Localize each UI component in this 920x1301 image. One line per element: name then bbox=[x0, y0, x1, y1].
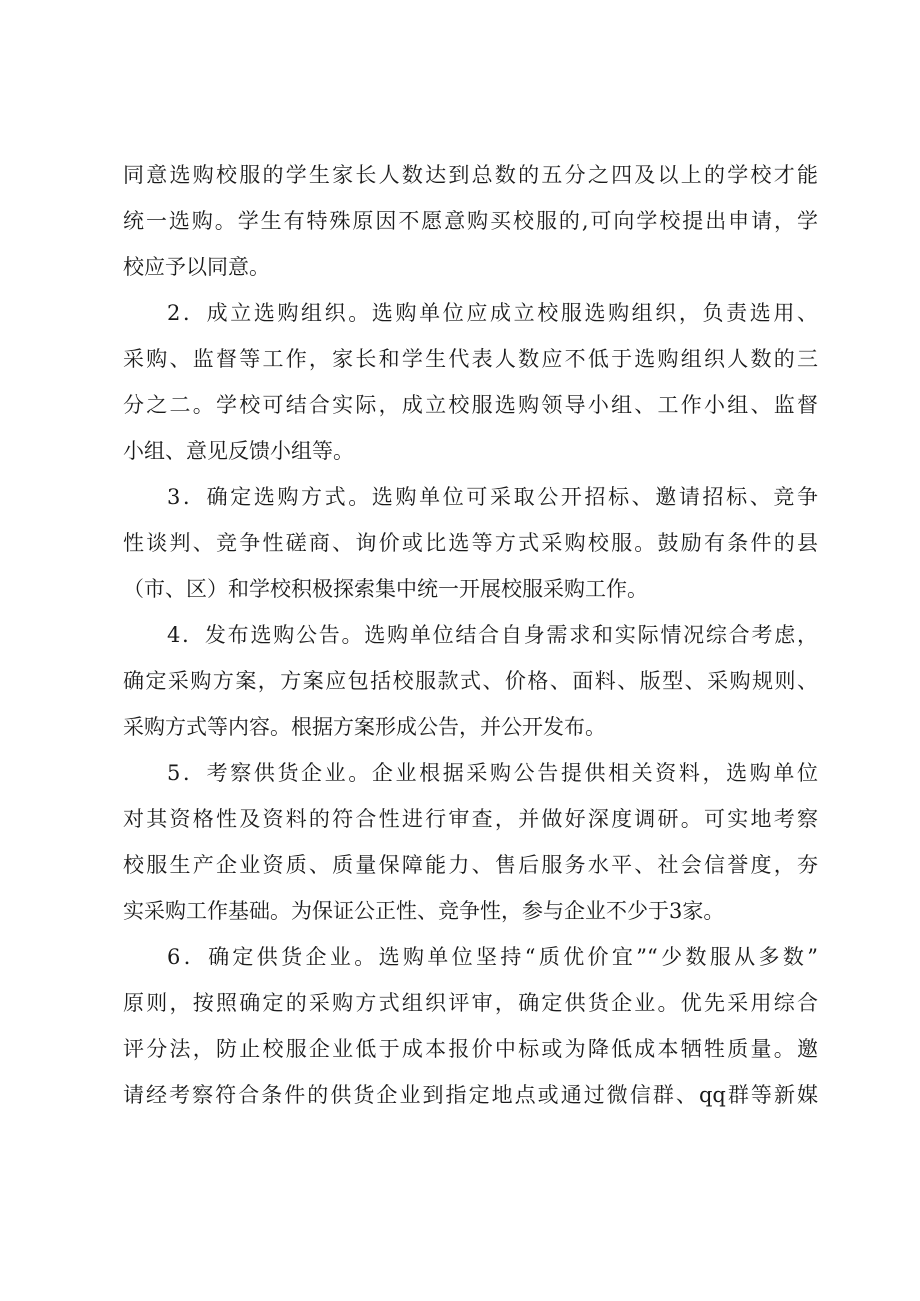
text-line: 统一选购。学生有特殊原因不愿意购买校服的,可向学校提出申请，学 bbox=[123, 209, 818, 233]
text-line: 对其资格性及资料的符合性进行审查，并做好深度调研。可实地考察 bbox=[123, 807, 818, 831]
document-body bbox=[123, 152, 818, 1118]
text-line: 校应予以同意。 bbox=[123, 255, 270, 279]
text-line: 3．确定选购方式。选购单位可采取公开招标、邀请招标、竞争 bbox=[167, 485, 818, 509]
text-line: 5．考察供货企业。企业根据采购公告提供相关资料，选购单位 bbox=[167, 761, 818, 785]
text-line: 确定采购方案，方案应包括校服款式、价格、面料、版型、采购规则、 bbox=[123, 669, 818, 693]
text-line: 实采购工作基础。为保证公正性、竞争性，参与企业不少于3家。 bbox=[123, 899, 725, 923]
text-line: 评分法，防止校服企业低于成本报价中标或为降低成本牺牲质量。邀 bbox=[123, 1037, 818, 1061]
text-line: 同意选购校服的学生家长人数达到总数的五分之四及以上的学校才能 bbox=[123, 163, 818, 187]
text-line: 性谈判、竞争性磋商、询价或比选等方式采购校服。鼓励有条件的县 bbox=[123, 531, 818, 555]
text-line: 6．确定供货企业。选购单位坚持“质优价宜”“少数服从多数” bbox=[167, 945, 818, 969]
text-line: 分之二。学校可结合实际，成立校服选购领导小组、工作小组、监督 bbox=[123, 393, 818, 417]
text-line: （市、区）和学校积极探索集中统一开展校服采购工作。 bbox=[123, 577, 648, 601]
text-line: 请经考察符合条件的供货企业到指定地点或通过微信群、qq群等新媒 bbox=[123, 1083, 818, 1107]
text-line: 采购、监督等工作，家长和学生代表人数应不低于选购组织人数的三 bbox=[123, 347, 818, 371]
text-line: 2．成立选购组织。选购单位应成立校服选购组织，负责选用、 bbox=[167, 301, 818, 325]
text-line: 小组、意见反馈小组等。 bbox=[123, 439, 354, 463]
text-line: 采购方式等内容。根据方案形成公告，并公开发布。 bbox=[123, 715, 606, 739]
text-line: 4．发布选购公告。选购单位结合自身需求和实际情况综合考虑， bbox=[167, 623, 818, 647]
text-line: 校服生产企业资质、质量保障能力、售后服务水平、社会信誉度，夯 bbox=[123, 853, 818, 877]
text-line: 原则，按照确定的采购方式组织评审，确定供货企业。优先采用综合 bbox=[123, 991, 818, 1015]
